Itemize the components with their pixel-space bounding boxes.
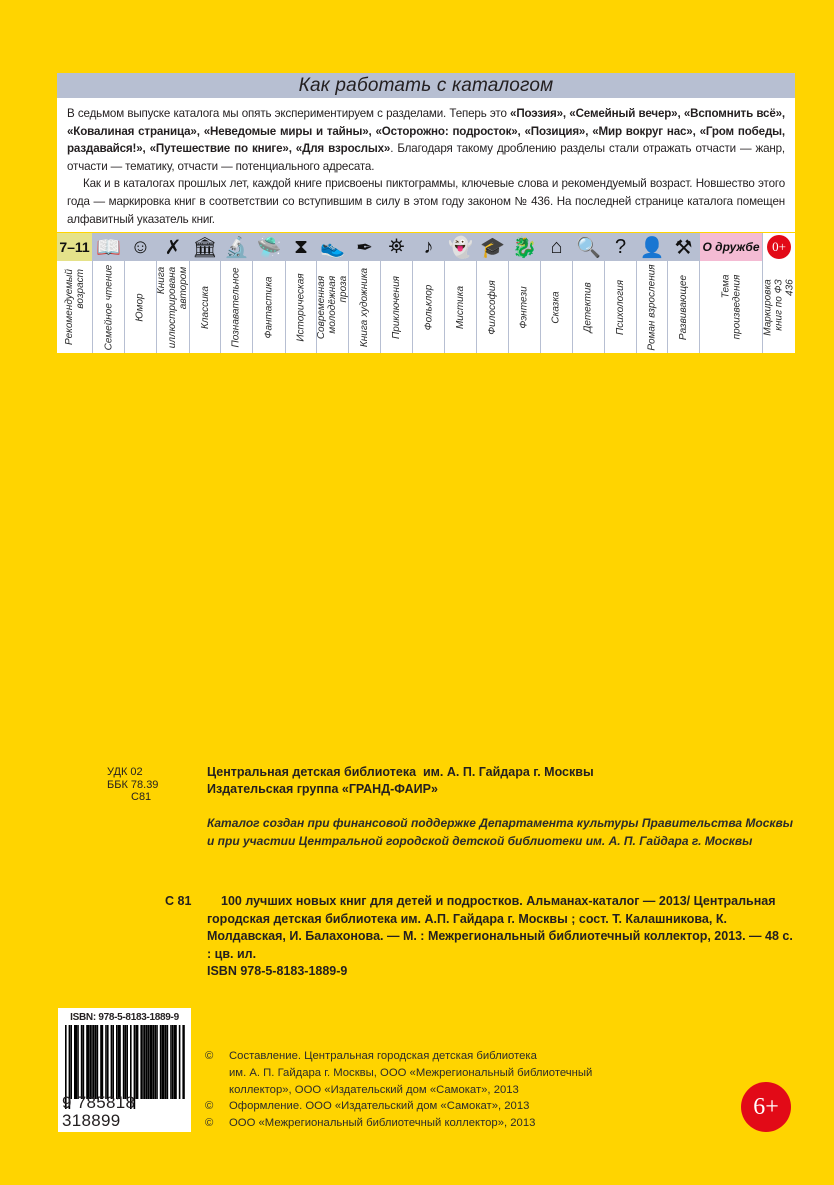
legend-col-theme [700,233,763,353]
barcode-bar [70,1025,72,1099]
barcode-bar [148,1025,150,1099]
barcode-bar [174,1025,177,1099]
copyright-item [205,1115,592,1132]
support-note: Каталог создан при финансовой поддержке Департамента культуры Правительства Москвы и при участии Центральной городской детской библиотеки им. А. П. Гайдара г. Москвы [207,816,794,848]
smiley-icon: ☺ [125,233,156,261]
copyright-line: ООО «Межрегиональный библиотечный коллектор», 2013 [229,1117,536,1130]
section-list: «Поэзия», «Семейный вечер», «Вспомнить всё», «Ковалиная страница», «Неведомые миры и тайны», «Осторожно: подросток», «Позиция», «Мир вокруг нас», «Гром победы, раздавайся!», «Путешествие по книге», «Для взрослых» [67,107,785,156]
intro-paragraph-2: Как и в каталогах прошлых лет, каждой книге присвоены пиктограммы, ключевые слова и рекомендуемый возраст. Новшество этого года — маркировка книг в соответствии со вступившим в силу в этом году законом № 436. На последней странице каталога помещен алфавитный указатель книг. [67,177,785,226]
graduation-cap-icon: 🎓 [477,233,508,261]
copyright-symbol: © [205,1100,214,1113]
barcode-bar [149,1025,152,1099]
legend-label: Психология [615,279,627,335]
ufo-icon: 🛸 [253,233,285,261]
barcode-bar [74,1025,77,1099]
ghost-icon: 👻 [445,233,476,261]
barcode-bar [179,1025,181,1099]
legend-col-hut-on-legs [541,233,573,353]
legend-col-ufo [253,233,286,353]
intro-p1-end: . Благодаря такому дроблению разделы стали отражать отчасти — жанр, отчасти — тематику, отчасти — потенциального адресата. [67,142,785,173]
legend-label: Развивающее [678,274,689,340]
legend-label: Приключения [391,275,403,339]
legend-label: Детектив [583,281,595,333]
legend-col-dragon [509,233,541,353]
barcode-bar [107,1025,109,1099]
zero-plus-badge: 0+ [767,235,791,259]
legend-col-balalaika [413,233,445,353]
author-mark: С81 [131,791,152,803]
legend-label: Юмор [134,292,146,322]
copyright-continuation: им. А. П. Гайдара г. Москвы, ООО «Межрегиональный библиотечный [229,1066,593,1079]
barcode-bar [83,1025,85,1099]
barcode-isbn-text: ISBN: 978-5-8183-1889-9 [70,1012,179,1023]
copyright-continuation: коллектор», ООО «Издательский дом «Самокат», 2013 [229,1083,519,1096]
intro-paragraph-1 [67,105,785,175]
legend-label: Книга художника [359,267,370,347]
legend-label: Фольклор [423,284,434,330]
balalaika-icon: ♪ [413,233,444,261]
barcode-bar [182,1025,184,1099]
binoculars-icon: ⛯ [381,233,412,261]
dragon-icon: 🐉 [509,233,540,261]
barcode-bar [112,1025,114,1099]
legend-label: Фэнтези [519,285,531,329]
biblio-isbn: ISBN 978-5-8183-1889-9 [207,964,348,979]
age-rating-badge: 6+ [741,1082,791,1132]
barcode-bar [105,1025,107,1099]
intro-p1-start: В седьмом выпуске каталога мы опять экспериментируем с разделами. Теперь это [67,107,511,120]
pictogram-legend [57,233,795,353]
barcode-bar [118,1025,121,1099]
copyright-line: Оформление. ООО «Издательский дом «Самокат», 2013 [229,1100,530,1113]
copyright-item [205,1048,592,1065]
age-sample: 7–11 [57,233,92,261]
brush-pen-icon: ✗ [157,233,189,261]
legend-col-question-head [605,233,637,353]
barcode-bar [126,1025,128,1099]
copyright-symbol: © [205,1050,214,1062]
udk-code: УДК 02 [107,766,143,778]
barcode-bar [91,1025,93,1099]
microscope-icon: 🔬 [221,233,252,261]
legend-label: Философия [487,279,498,335]
panel-title: Как работать с каталогом [57,73,795,98]
copyright-line: Составление. Центральная городская детская библиотека [229,1050,537,1062]
barcode-bar [86,1025,89,1099]
hut-on-legs-icon: ⌂ [541,233,572,261]
legend-label-theme: Тема произведения [720,274,742,340]
legend-col-binoculars [381,233,413,353]
barcode-bar [95,1025,97,1099]
barcode-bar [184,1025,185,1099]
barcode-bar [142,1025,144,1099]
intro-text [57,98,795,232]
hourglass-icon: ⧗ [286,233,316,261]
barcode-bar [111,1025,113,1099]
barcode-bar [144,1025,146,1099]
barcode-bar [77,1025,79,1099]
barcode-bar [97,1025,99,1099]
question-head-icon: ? [605,233,636,261]
legend-col-smiley [125,233,157,353]
legend-label: Фантастика [263,276,275,338]
copyright-block [205,1048,592,1132]
legend-col-ghost [445,233,477,353]
legend-label: Историческая [295,272,307,342]
legend-label-marking: Маркировка книг по ФЗ 436 [762,278,796,336]
book-quill-icon: ✒ [349,233,380,261]
barcode-bar [125,1025,127,1099]
legend-col-microscope [221,233,253,353]
column-icon: 🏛 [190,233,220,261]
sneaker-icon: 👟 [317,233,348,261]
barcode-bar [160,1025,162,1099]
bbk-code: ББК 78.39 [107,778,159,791]
legend-label: Классика [199,285,211,329]
legend-col-family-reading [93,233,125,353]
copyright-item [205,1098,592,1115]
barcode-digits: 9 785818 318899 [62,1093,136,1130]
family-reading-icon: 📖 [93,233,124,261]
isbn-barcode [58,1008,191,1132]
biblio-code: С 81 [165,894,192,908]
legend-col-silhouette [637,233,668,353]
legend-label: Семейное чтение [103,264,114,350]
magnifier-icon: 🔍 [573,233,604,261]
legend-label: Современная молодёжная проза [316,275,349,339]
barcode-bar [89,1025,91,1099]
legend-col-sneaker [317,233,349,353]
barcode-bar [123,1025,125,1099]
barcode-bar [154,1025,156,1099]
barcode-bar [167,1025,169,1099]
classification-codes [107,766,158,804]
legend-col-hourglass [286,233,317,353]
barcode-bar [146,1025,148,1099]
legend-col-brush-pen [157,233,190,353]
barcode-bar [140,1025,142,1099]
legend-label-age: Рекомендуемый возраст [63,269,86,345]
barcode-bar [81,1025,83,1099]
barcode-bar [172,1025,174,1099]
barcode-bar [162,1025,165,1099]
legend-col-hammer-wrench [668,233,700,353]
barcode-bar [165,1025,167,1099]
barcode-bar [116,1025,118,1099]
legend-label: Познавательное [231,266,242,348]
theme-sample: О дружбе [700,233,762,261]
legend-label: Роман взросления [646,263,658,351]
publisher-name: Издательская группа «ГРАНД-ФАИР» [207,782,438,796]
bibliographic-record [207,893,797,981]
library-name: Центральная детская библиотека им. А. П. Гайдара г. Москвы [207,765,594,779]
barcode-bar [135,1025,138,1099]
silhouette-icon: 👤 [637,233,667,261]
legend-label: Книга иллюстрирована автором [156,266,190,348]
library-block [207,764,594,798]
how-to-panel [57,73,795,232]
barcode-bar [153,1025,155,1099]
biblio-text: 100 лучших новых книг для детей и подростков. Альманах-каталог — 2013/ Центральная городская детская библиотека им. А.П. Гайдара г. Москвы ; сост. Т. Калашникова, К. Молдавская, И. Балахонова. — М. : Межрегиональный библиотечный коллектор, 2013. — 48 с. : цв. ил. [207,894,793,961]
barcode-bar [156,1025,158,1099]
barcode-bar [100,1025,103,1099]
legend-col-graduation-cap [477,233,509,353]
legend-label: Сказка [551,290,562,324]
legend-label: Мистика [455,285,467,329]
legend-col-magnifier [573,233,605,353]
legend-col-book-quill [349,233,381,353]
legend-col-age [57,233,93,353]
marking-sample [763,233,795,261]
legend-col-marking [763,233,795,353]
hammer-wrench-icon: ⚒ [668,233,699,261]
copyright-symbol: © [205,1117,214,1130]
barcode-bar [170,1025,172,1099]
barcode-bar [93,1025,95,1099]
legend-col-column [190,233,221,353]
